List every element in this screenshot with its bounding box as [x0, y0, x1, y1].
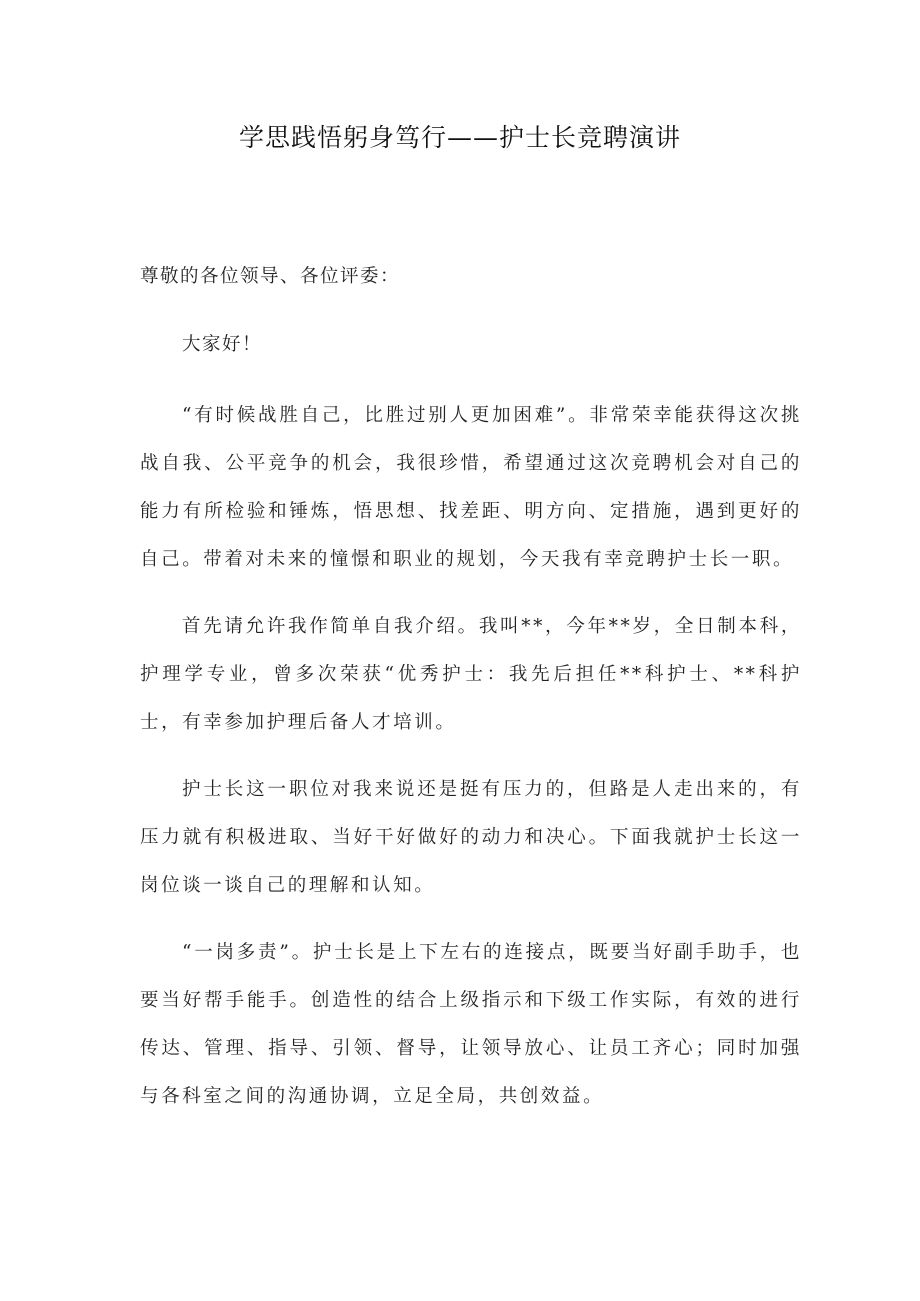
- salutation: 尊敬的各位领导、各位评委：: [140, 266, 401, 287]
- paragraph-self-introduction: 首先请允许我作简单自我介绍。我叫**，今年**岁，全日制本科，护理学专业，曾多次荣获“优秀护士：我先后担任**科护士、**科护士，有幸参加护理后备人才培训。: [140, 616, 802, 733]
- paragraph-understanding: 护士长这一职位对我来说还是挺有压力的，但路是人走出来的，有压力就有积极进取、当好干好做好的动力和决心。下面我就护士长这一岗位谈一谈自己的理解和认知。: [140, 779, 802, 896]
- paragraph-opening: “有时候战胜自己，比胜过别人更加困难”。非常荣幸能获得这次挑战自我、公平竞争的机会，我很珍惜，希望通过这次竞聘机会对自己的能力有所检验和锤炼，悟思想、找差距、明方向、定措施，遇到更好的自己。带着对未来的憧憬和职业的规划，今天我有幸竞聘护士长一职。: [140, 405, 802, 570]
- paragraph-multiple-duties: “一岗多责”。护士长是上下左右的连接点，既要当好副手助手，也要当好帮手能手。创造性的结合上级指示和下级工作实际，有效的进行传达、管理、指导、引领、督导，让领导放心、让员工齐心；同时加强与各科室之间的沟通协调，立足全局，共创效益。: [140, 942, 802, 1107]
- document-title: 学思践悟躬身笃行——护士长竞聘演讲: [238, 123, 681, 152]
- greeting: 大家好！: [182, 334, 263, 355]
